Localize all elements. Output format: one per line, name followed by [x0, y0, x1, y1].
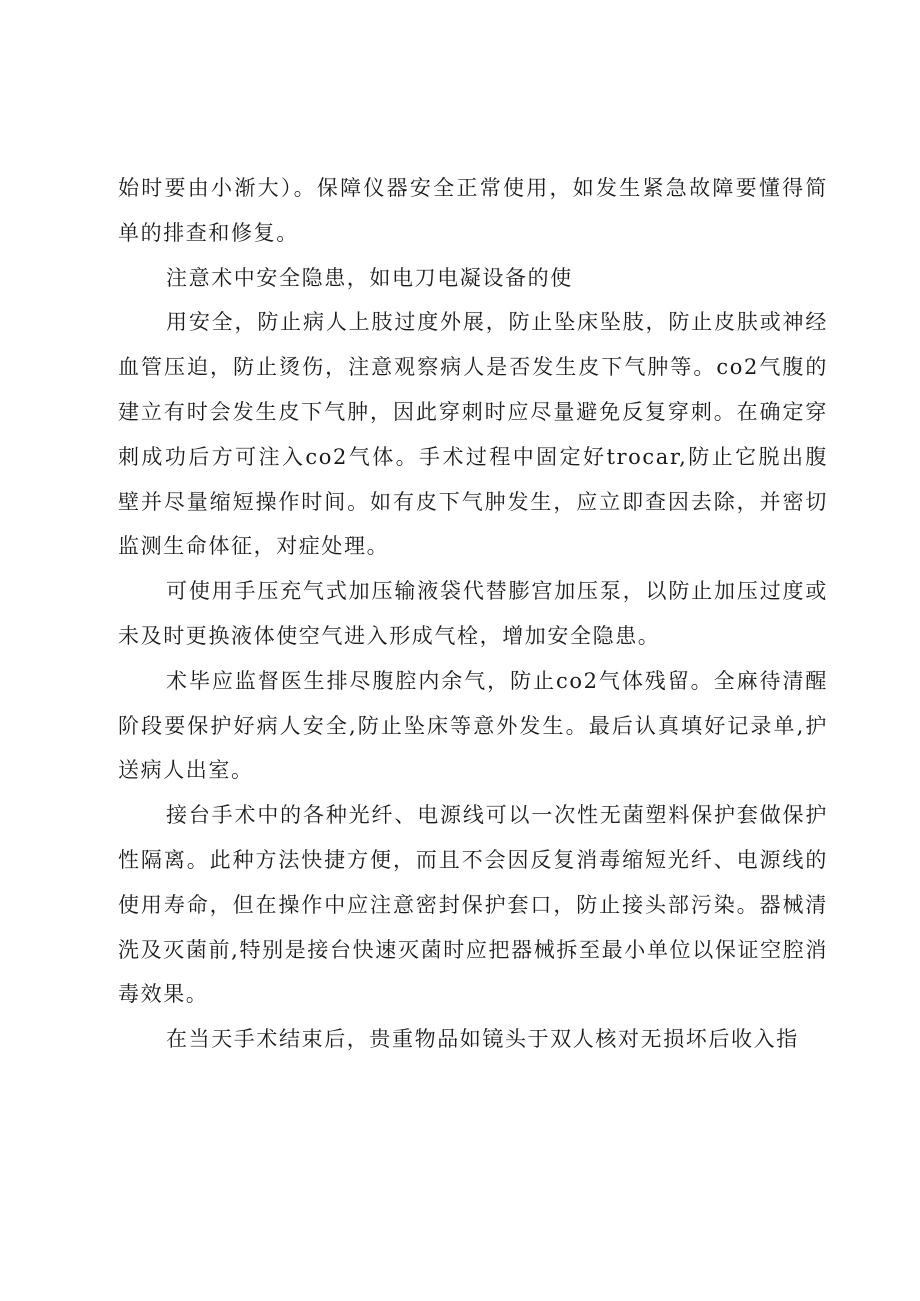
paragraph-7: 在当天手术结束后，贵重物品如镜头于双人核对无损坏后收入指	[166, 1027, 799, 1052]
paragraph-4: 可使用手压充气式加压输液袋代替膨宫加压泵，以防止加压过度或未及时更换液体使空气进入形成气栓，增加安全隐患。	[118, 579, 828, 648]
paragraph-1: 始时要由小渐大）。保障仪器安全正常使用，如发生紧急故障要懂得简单的排查和修复。	[118, 176, 828, 245]
paragraph-5: 术毕应监督医生排尽腹腔内余气，防止co2气体残留。全麻待清醒阶段要保护好病人安全,防止坠床等意外发生。最后认真填好记录单,护送病人出室。	[118, 668, 828, 783]
paragraph-2: 注意术中安全隐患，如电刀电凝设备的使	[166, 265, 573, 290]
body-text	[118, 166, 828, 1062]
paragraph-6: 接台手术中的各种光纤、电源线可以一次性无菌塑料保护套做保护性隔离。此种方法快捷方便，而且不会因反复消毒缩短光纤、电源线的使用寿命，但在操作中应注意密封保护套口，防止接头部污染。器械清洗及灭菌前,特别是接台快速灭菌时应把器械拆至最小单位以保证空腔消毒效果。	[118, 803, 828, 1007]
paragraph-3: 用安全，防止病人上肢过度外展，防止坠床坠肢，防止皮肤或神经血管压迫，防止烫伤，注意观察病人是否发生皮下气肿等。co2气腹的建立有时会发生皮下气肿，因此穿刺时应尽量避免反复穿刺。在确定穿刺成功后方可注入co2气体。手术过程中固定好trocar,防止它脱出腹壁并尽量缩短操作时间。如有皮下气肿发生，应立即查因去除，并密切监测生命体征，对症处理。	[118, 310, 828, 559]
